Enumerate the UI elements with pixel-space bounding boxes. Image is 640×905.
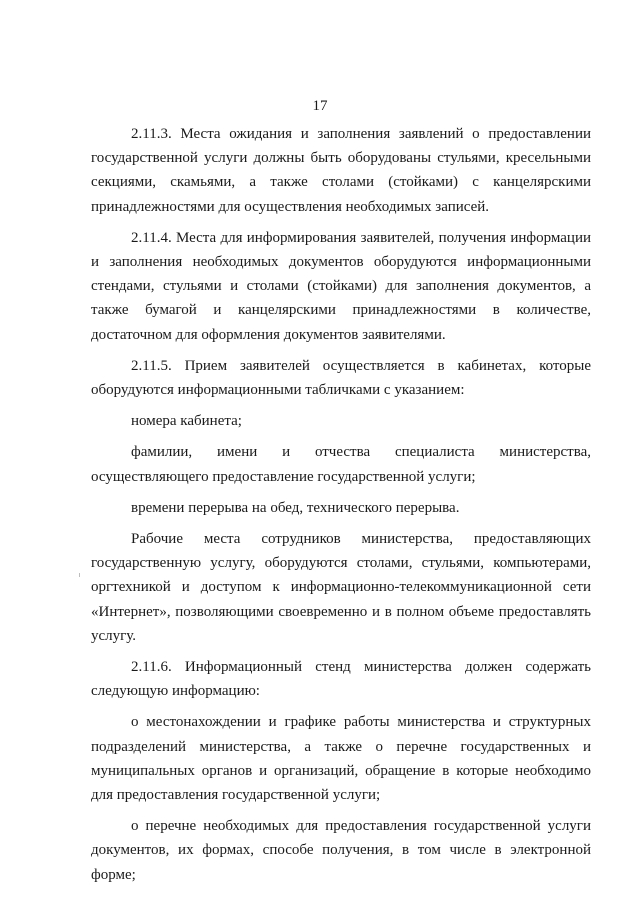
paragraph-2-11-4: 2.11.4. Места для информирования заявителей, получения информации и заполнения необходимых документов оборудуются информационными стендами, стульями и столами (стойками) для заполнения документов, а также бумагой и канцелярскими принадлежностями в количестве, достаточном для оформления документов заявителями. [91, 229, 591, 343]
list-item-break-time: времени перерыва на обед, технического перерыва. [131, 499, 460, 516]
paragraph-2-11-3: 2.11.3. Места ожидания и заполнения заявлений о предоставлении государственной услуги должны быть оборудованы стульями, кресельными секциями, скамьями, а также столами (стойками) с канцелярскими принадлежностями для осуществления необходимых записей. [91, 126, 591, 215]
document-body [91, 122, 591, 894]
list-item-location-schedule: о местонахождении и графике работы министерства и структурных подразделений министерства, а также о перечне государственных и муниципальных органов и организаций, обращение в которые необходимо для предоставления государственной услуги; [91, 714, 591, 804]
list-item-room-number: номера кабинета; [131, 413, 242, 430]
paragraph-workplaces: Рабочие места сотрудников министерства, предоставляющих государственную услугу, оборудуются столами, стульями, компьютерами, оргтехникой и доступом к информационно-телекоммуникационной сети «Интернет», позволяющими своевременно и в полном объеме предоставлять услугу. [91, 531, 591, 644]
paragraph-2-11-5: 2.11.5. Прием заявителей осуществляется в кабинетах, которые оборудуются информационными табличками с указанием: [91, 357, 591, 399]
list-item-specialist-name: фамилии, имени и отчества специалиста министерства, осуществляющего предоставление государственной услуги; [91, 444, 591, 485]
page-number: 17 [312, 98, 328, 114]
scan-mark [79, 573, 80, 577]
paragraph-2-11-6: 2.11.6. Информационный стенд министерства должен содержать следующую информацию: [91, 659, 591, 700]
list-item-required-documents: о перечне необходимых для предоставления государственной услуги документов, их формах, способе получения, в том числе в электронной форме; [91, 818, 591, 883]
